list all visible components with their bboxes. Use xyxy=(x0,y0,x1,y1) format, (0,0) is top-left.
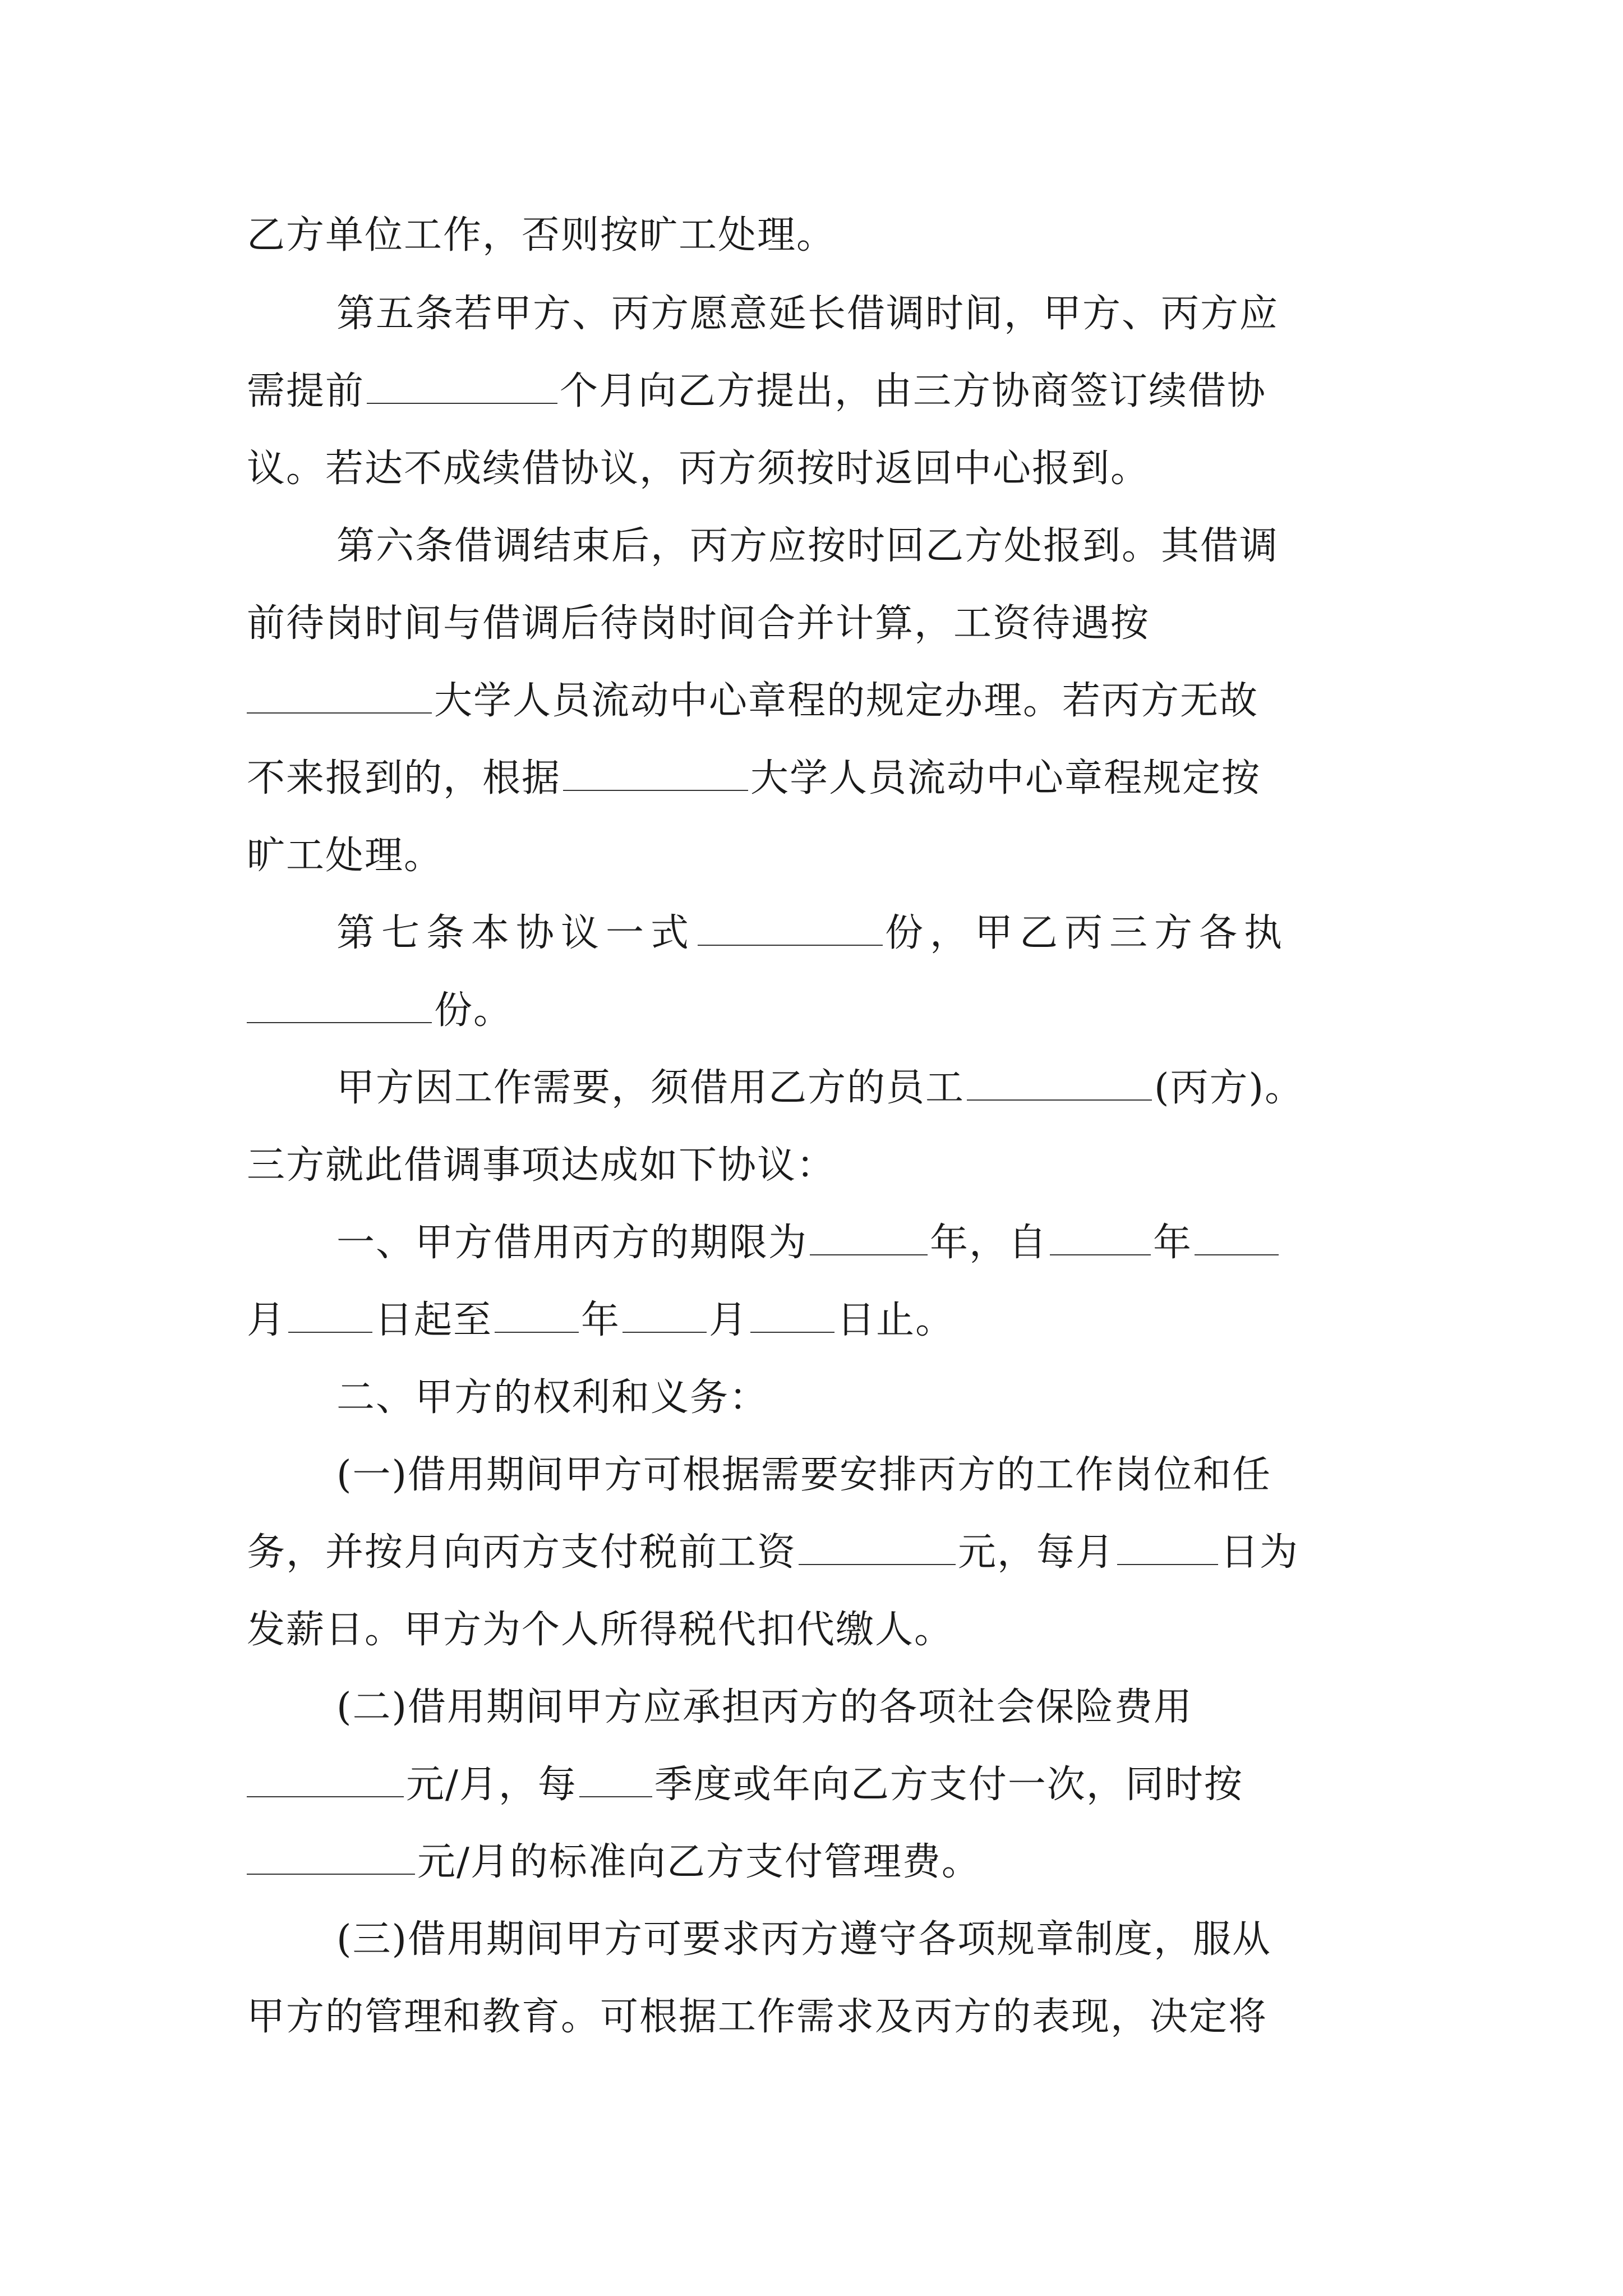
text-line xyxy=(336,905,1391,961)
text-segment: 第六条借调结束后，丙方应按时回乙方处报到。其借调 xyxy=(336,524,1279,568)
text-line xyxy=(247,983,1391,1039)
text-segment: 二、甲方的权利和义务： xyxy=(336,1375,769,1420)
text-line xyxy=(247,208,1391,264)
text-segment: 份，甲乙丙三方各执 xyxy=(885,911,1289,955)
blank-field xyxy=(247,674,432,714)
text-line xyxy=(247,1138,1391,1194)
text-line xyxy=(336,1370,1391,1426)
blank-field xyxy=(698,907,883,946)
text-segment: 月 xyxy=(709,1298,749,1342)
text-segment: 甲方的管理和教育。可根据工作需求及丙方的表现，决定将 xyxy=(247,1995,1268,2039)
text-segment: 甲方因工作需要，须借用乙方的员工 xyxy=(336,1066,965,1110)
blank-field xyxy=(247,1758,404,1797)
blank-field xyxy=(247,984,432,1023)
text-segment: 发薪日。甲方为个人所得税代扣代缴人。 xyxy=(247,1608,954,1652)
text-line xyxy=(247,441,1391,497)
text-line xyxy=(247,1292,1391,1349)
text-segment: 年 xyxy=(581,1298,621,1342)
text-line xyxy=(247,596,1391,652)
blank-field xyxy=(799,1526,956,1565)
text-line xyxy=(336,286,1391,342)
text-segment: 日起至 xyxy=(375,1298,493,1342)
text-segment: 年，自 xyxy=(930,1221,1048,1265)
blank-field xyxy=(1117,1526,1218,1565)
text-line xyxy=(336,1912,1391,1968)
text-segment: 个月向乙方提出，由三方协商签订续借协 xyxy=(560,369,1267,413)
text-line xyxy=(247,364,1391,420)
text-segment: 需提前 xyxy=(247,369,365,413)
blank-field xyxy=(247,1835,415,1875)
text-segment: 年 xyxy=(1153,1221,1193,1265)
blank-field xyxy=(288,1294,372,1333)
text-segment: (丙方)。 xyxy=(1154,1066,1304,1110)
blank-field xyxy=(367,365,557,404)
text-segment: 旷工处理。 xyxy=(247,834,444,878)
text-segment: 议。若达不成续借协议，丙方须按时返回中心报到。 xyxy=(247,447,1150,491)
text-segment: 元/月，每 xyxy=(406,1763,577,1807)
text-line xyxy=(247,1757,1391,1813)
blank-field xyxy=(750,1294,834,1333)
text-segment: 元，每月 xyxy=(958,1530,1115,1575)
blank-field xyxy=(1195,1216,1279,1255)
text-segment: (一)借用期间甲方可根据需要安排丙方的工作岗位和任 xyxy=(336,1453,1272,1497)
text-segment: 务，并按月向丙方支付税前工资 xyxy=(247,1530,797,1575)
text-segment: 大学人员流动中心章程规定按 xyxy=(750,756,1261,800)
text-segment: 日止。 xyxy=(837,1298,955,1342)
text-line xyxy=(336,1060,1391,1116)
text-segment: 三方就此借调事项达成如下协议： xyxy=(247,1143,836,1188)
blank-field xyxy=(1050,1216,1151,1255)
text-line xyxy=(247,1834,1391,1890)
text-segment: 大学人员流动中心章程的规定办理。若丙方无故 xyxy=(434,679,1259,723)
blank-field xyxy=(623,1294,707,1333)
blank-field xyxy=(810,1216,928,1255)
text-segment: 一、甲方借用丙方的期限为 xyxy=(336,1221,808,1265)
text-segment: 不来报到的，根据 xyxy=(247,756,561,800)
text-line xyxy=(247,751,1391,807)
text-segment: 前待岗时间与借调后待岗时间合并计算，工资待遇按 xyxy=(247,601,1150,646)
text-segment: 元/月的标准向乙方支付管理费。 xyxy=(417,1840,981,1884)
text-line xyxy=(247,673,1391,729)
text-segment: (三)借用期间甲方可要求丙方遵守各项规章制度，服从 xyxy=(336,1917,1272,1962)
blank-field xyxy=(579,1758,652,1797)
text-segment: 第七条本协议一式 xyxy=(336,911,696,955)
text-segment: 日为 xyxy=(1220,1530,1299,1575)
text-segment: 月 xyxy=(247,1298,287,1342)
text-line xyxy=(336,518,1391,574)
text-line xyxy=(336,1447,1391,1503)
text-line xyxy=(247,1989,1391,2045)
text-segment: 第五条若甲方、丙方愿意延长借调时间，甲方、丙方应 xyxy=(336,292,1279,336)
text-segment: 乙方单位工作，否则按旷工处理。 xyxy=(247,213,836,257)
text-line xyxy=(336,1215,1391,1271)
text-line xyxy=(247,828,1391,884)
text-segment: 季度或年向乙方支付一次，同时按 xyxy=(654,1763,1243,1807)
blank-field xyxy=(495,1294,579,1333)
blank-field xyxy=(563,752,748,791)
text-line xyxy=(247,1525,1391,1581)
blank-field xyxy=(967,1061,1152,1101)
text-line xyxy=(336,1680,1391,1736)
text-segment: (二)借用期间甲方应承担丙方的各项社会保险费用 xyxy=(336,1685,1193,1729)
text-segment: 份。 xyxy=(434,988,513,1033)
text-line xyxy=(247,1602,1391,1658)
